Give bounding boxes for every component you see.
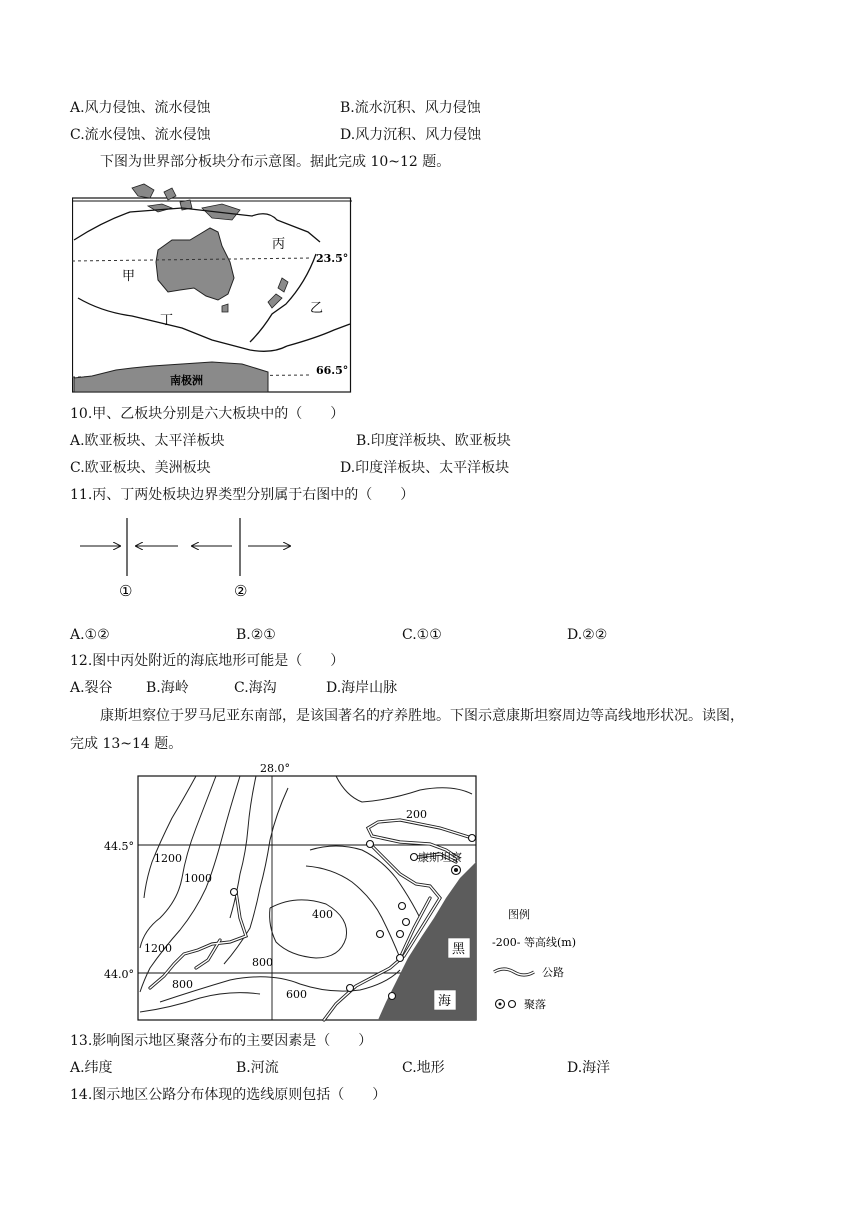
label-lat-44-0: 44.0° [104, 968, 134, 981]
q9-option-c: C.流水侵蚀、流水侵蚀 [70, 127, 211, 143]
contour-label-200: 200 [406, 808, 427, 821]
contour-label-1200-bottom: 1200 [144, 942, 172, 955]
label-antarctica: 南极洲 [170, 374, 203, 387]
q9-option-b: B.流水沉积、风力侵蚀 [340, 100, 481, 116]
q10-option-b: B.印度洋板块、欧亚板块 [356, 433, 511, 449]
contour-label-800-right: 800 [252, 956, 273, 969]
q13-stem: 13.影响图示地区聚落分布的主要因素是（ ） [70, 1033, 373, 1049]
intro-plates: 下图为世界部分板块分布示意图。据此完成 10~12 题。 [100, 154, 451, 170]
sea-label-2: 海 [438, 994, 452, 1009]
q11-option-c: C.①① [402, 627, 442, 643]
contour-label-400: 400 [312, 908, 333, 921]
label-jia: 甲 [122, 269, 136, 284]
label-lat-23: 23.5° [316, 252, 349, 265]
q11-option-a: A.①② [70, 627, 110, 643]
q10-option-d: D.印度洋板块、太平洋板块 [340, 460, 510, 476]
legend-title: 图例 [508, 908, 530, 921]
intro-constanta-line1: 康斯坦察位于罗马尼亚东南部，是该国著名的疗养胜地。下图示意康斯坦察周边等高线地形状况。读图， [100, 708, 744, 724]
q12-option-b: B.海岭 [146, 680, 189, 696]
city-label-constanta: 康斯坦察 [418, 851, 462, 864]
contour-label-800-left: 800 [172, 978, 193, 991]
fig-label-1: ① [119, 582, 133, 600]
q11-option-b: B.②① [236, 627, 276, 643]
q13-option-a: A.纬度 [70, 1060, 113, 1076]
legend-contour-sample: -200- [492, 936, 521, 949]
q10-option-c: C.欧亚板块、美洲板块 [70, 460, 211, 476]
label-yi: 乙 [310, 301, 324, 316]
q12-option-a: A.裂谷 [70, 680, 113, 696]
fig-label-2: ② [234, 582, 248, 600]
q13-option-b: B.河流 [236, 1060, 279, 1076]
q11-option-d: D.②② [567, 627, 608, 643]
q10-stem: 10.甲、乙板块分别是六大板块中的（ ） [70, 406, 345, 422]
q11-stem: 11.丙、丁两处板块边界类型分别属于右图中的（ ） [70, 487, 415, 503]
label-ding: 丁 [160, 313, 174, 328]
q14-stem: 14.图示地区公路分布体现的选线原则包括（ ） [70, 1087, 387, 1103]
contour-map [100, 758, 600, 1026]
label-lat-44-5: 44.5° [104, 840, 134, 853]
plate-map [72, 182, 352, 394]
boundary-type-figure [76, 514, 296, 600]
q13-option-d: D.海洋 [567, 1060, 611, 1076]
legend-settlement-label: 聚落 [524, 998, 546, 1011]
sea-label-1: 黑 [452, 942, 466, 957]
q10-option-a: A.欧亚板块、太平洋板块 [70, 433, 225, 449]
q13-option-c: C.地形 [402, 1060, 445, 1076]
contour-label-1200-top: 1200 [154, 852, 182, 865]
q12-stem: 12.图中丙处附近的海底地形可能是（ ） [70, 653, 345, 669]
q12-option-c: C.海沟 [234, 680, 277, 696]
intro-constanta-line2: 完成 13~14 题。 [70, 736, 183, 752]
label-lat-66: 66.5° [316, 364, 349, 377]
legend-road-label: 公路 [542, 966, 564, 979]
contour-label-1000: 1000 [184, 872, 212, 885]
map-legend [492, 907, 576, 1011]
q9-option-d: D.风力沉积、风力侵蚀 [340, 127, 482, 143]
q12-option-d: D.海岸山脉 [326, 680, 398, 696]
legend-contour-label: 等高线(m) [524, 936, 577, 949]
label-lon-28: 28.0° [260, 762, 290, 775]
q9-option-a: A.风力侵蚀、流水侵蚀 [70, 100, 211, 116]
contour-label-600: 600 [286, 988, 307, 1001]
label-bing: 丙 [272, 237, 286, 252]
